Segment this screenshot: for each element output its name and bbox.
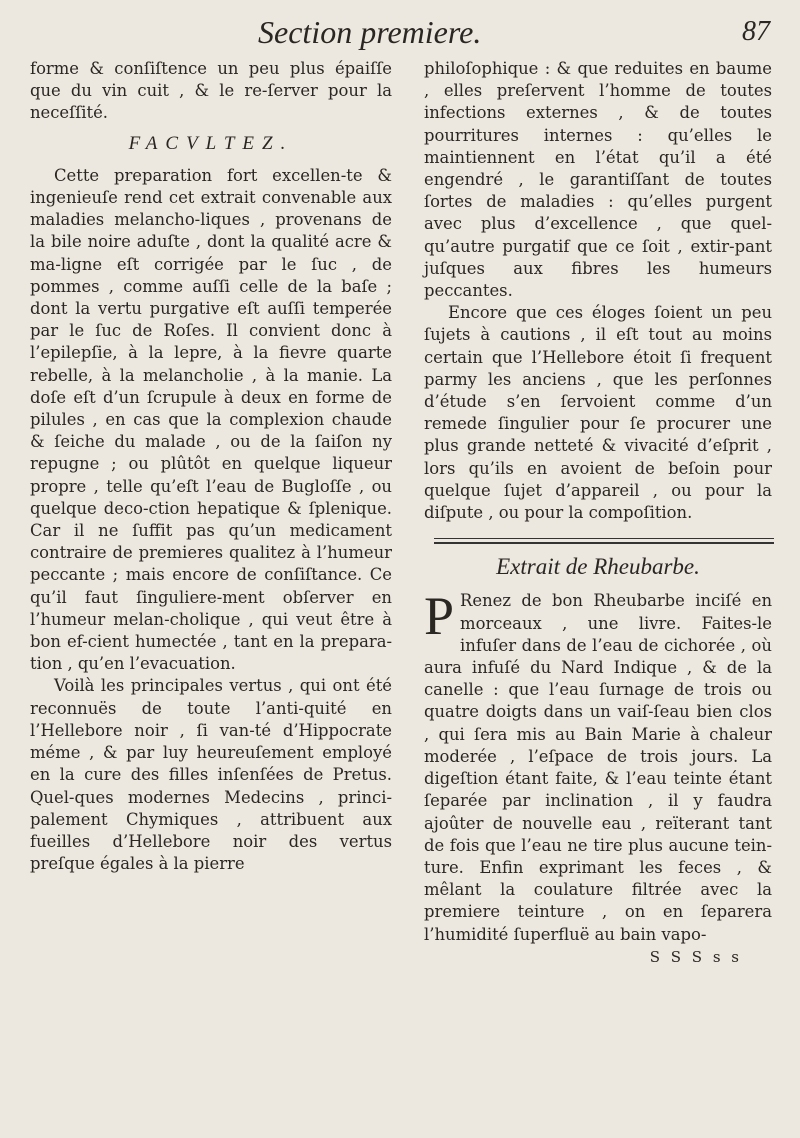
- running-header: [0, 14, 800, 64]
- extract-title: Extrait de Rheubarbe.: [496, 554, 700, 580]
- right-paragraph-3-text: Renez de bon Rheubarbe inciſé en morceaux , une livre. Faites-le infuſer dans de l’eau de cichorée , où aura infuſé du Nard Indique , & de la canelle : que l’eau ſurnage de trois ou quatre doigts dans un vaiſ-ſeau bien clos , qui ſera mis au Bain Marie à chaleur moderée , l’eſpace de trois jours. La digeſtion étant faite, & l’eau teinte étant ſeparée par inclination , il y faudra ajoûter de nouvelle eau , reïterant tant de fois que l’eau ne tire plus aucune tein-ture. Enfin exprimant les feces , & mêlant la coulature filtrée avec la premiere teinture , on en ſeparera l’humidité ſuperfluë au bain vapo-: [424, 591, 772, 944]
- left-paragraph-1: forme & conſiſtence un peu plus épaiſſe que du vin cuit , & le re-ſerver pour la neceſſité.: [30, 59, 392, 123]
- right-paragraph-3: [424, 586, 772, 945]
- section-divider: [434, 538, 774, 544]
- drop-capital: P: [424, 586, 455, 647]
- right-paragraph-2: Encore que ces éloges ſoient un peu ſujets à cautions , il eſt tout au moins certain que l’Hellebore étoit ſi frequent parmy les anciens , que les perſonnes d’étude s’en ſervoient comme d’un remede ſingulier pour ſe procurer une plus grande netteté & vivacité d’eſprit , lors qu’ils en avoient de beſoin pour quelque ſujet d’appareil , ou pour la diſpute , ou pour la compoſition.: [424, 303, 772, 523]
- right-column: [424, 58, 772, 968]
- left-column: [30, 58, 392, 875]
- left-paragraph-3: Voilà les principales vertus , qui ont été reconnuës de toute l’anti-quité en l’Hellebore noir , ſi van-té d’Hippocrate méme , & par luy heureuſement employé en la cure des filles inſenſées de Pretus. Quel-ques modernes Medecins , princi-palement Chymiques , attribuent aux fueilles d’Hellebore noir des vertus preſque égales à la pierre: [30, 676, 392, 874]
- running-title: Section premiere.: [258, 14, 482, 50]
- page-number: 87: [742, 16, 770, 47]
- section-heading-facultez: FACVLTEZ.: [128, 132, 294, 154]
- left-paragraph-2: Cette preparation fort excellen-te & ingenieuſe rend cet extrait convenable aux maladies melancho-liques , provenans de la bile noire aduſte , dont la qualité acre & ma-ligne eſt corrigée par le ſuc , de pommes , comme auſſi celle de la baſe ; dont la vertu purgative eſt auſſi temperée par le ſuc de Roſes. Il convient donc à l’epilepſie, à la lepre, à la fievre quarte rebelle, à la melancholie , à la manie. La doſe eſt d’un ſcrupule à deux en forme de pilules , en cas que la complexion chaude & ſeiche du malade , ou de la ſaiſon ny repugne ; ou plûtôt en quelque liqueur propre , telle qu’eſt l’eau de Bugloſſe , ou quelque deco-ction hepatique & ſplenique. Car il ne ſuffit pas qu’un medicament contraire de premieres qualitez à l’humeur peccante ; mais encore de conſiſtance. Ce qu’il faut ſinguliere-ment obſerver en l’humeur melan-cholique , qui veut être à bon ef-cient humectée , tant en la prepara-tion , qu’en l’evacuation.: [30, 165, 392, 674]
- right-paragraph-1: philoſophique : & que reduites en baume , elles preſervent l’homme de toutes infections externes , & de toutes pourritures internes : qu’elles le maintiennent en l’état qu’il a été engendré , le garantiſſant de toutes ſortes de maladies : qu’elles purgent avec plus d’excellence , que quel-qu’autre purgatif que ce ſoit , extir-pant juſques aux fibres les humeurs peccantes.: [424, 59, 772, 301]
- catchword-signature: S S S s s: [649, 947, 742, 966]
